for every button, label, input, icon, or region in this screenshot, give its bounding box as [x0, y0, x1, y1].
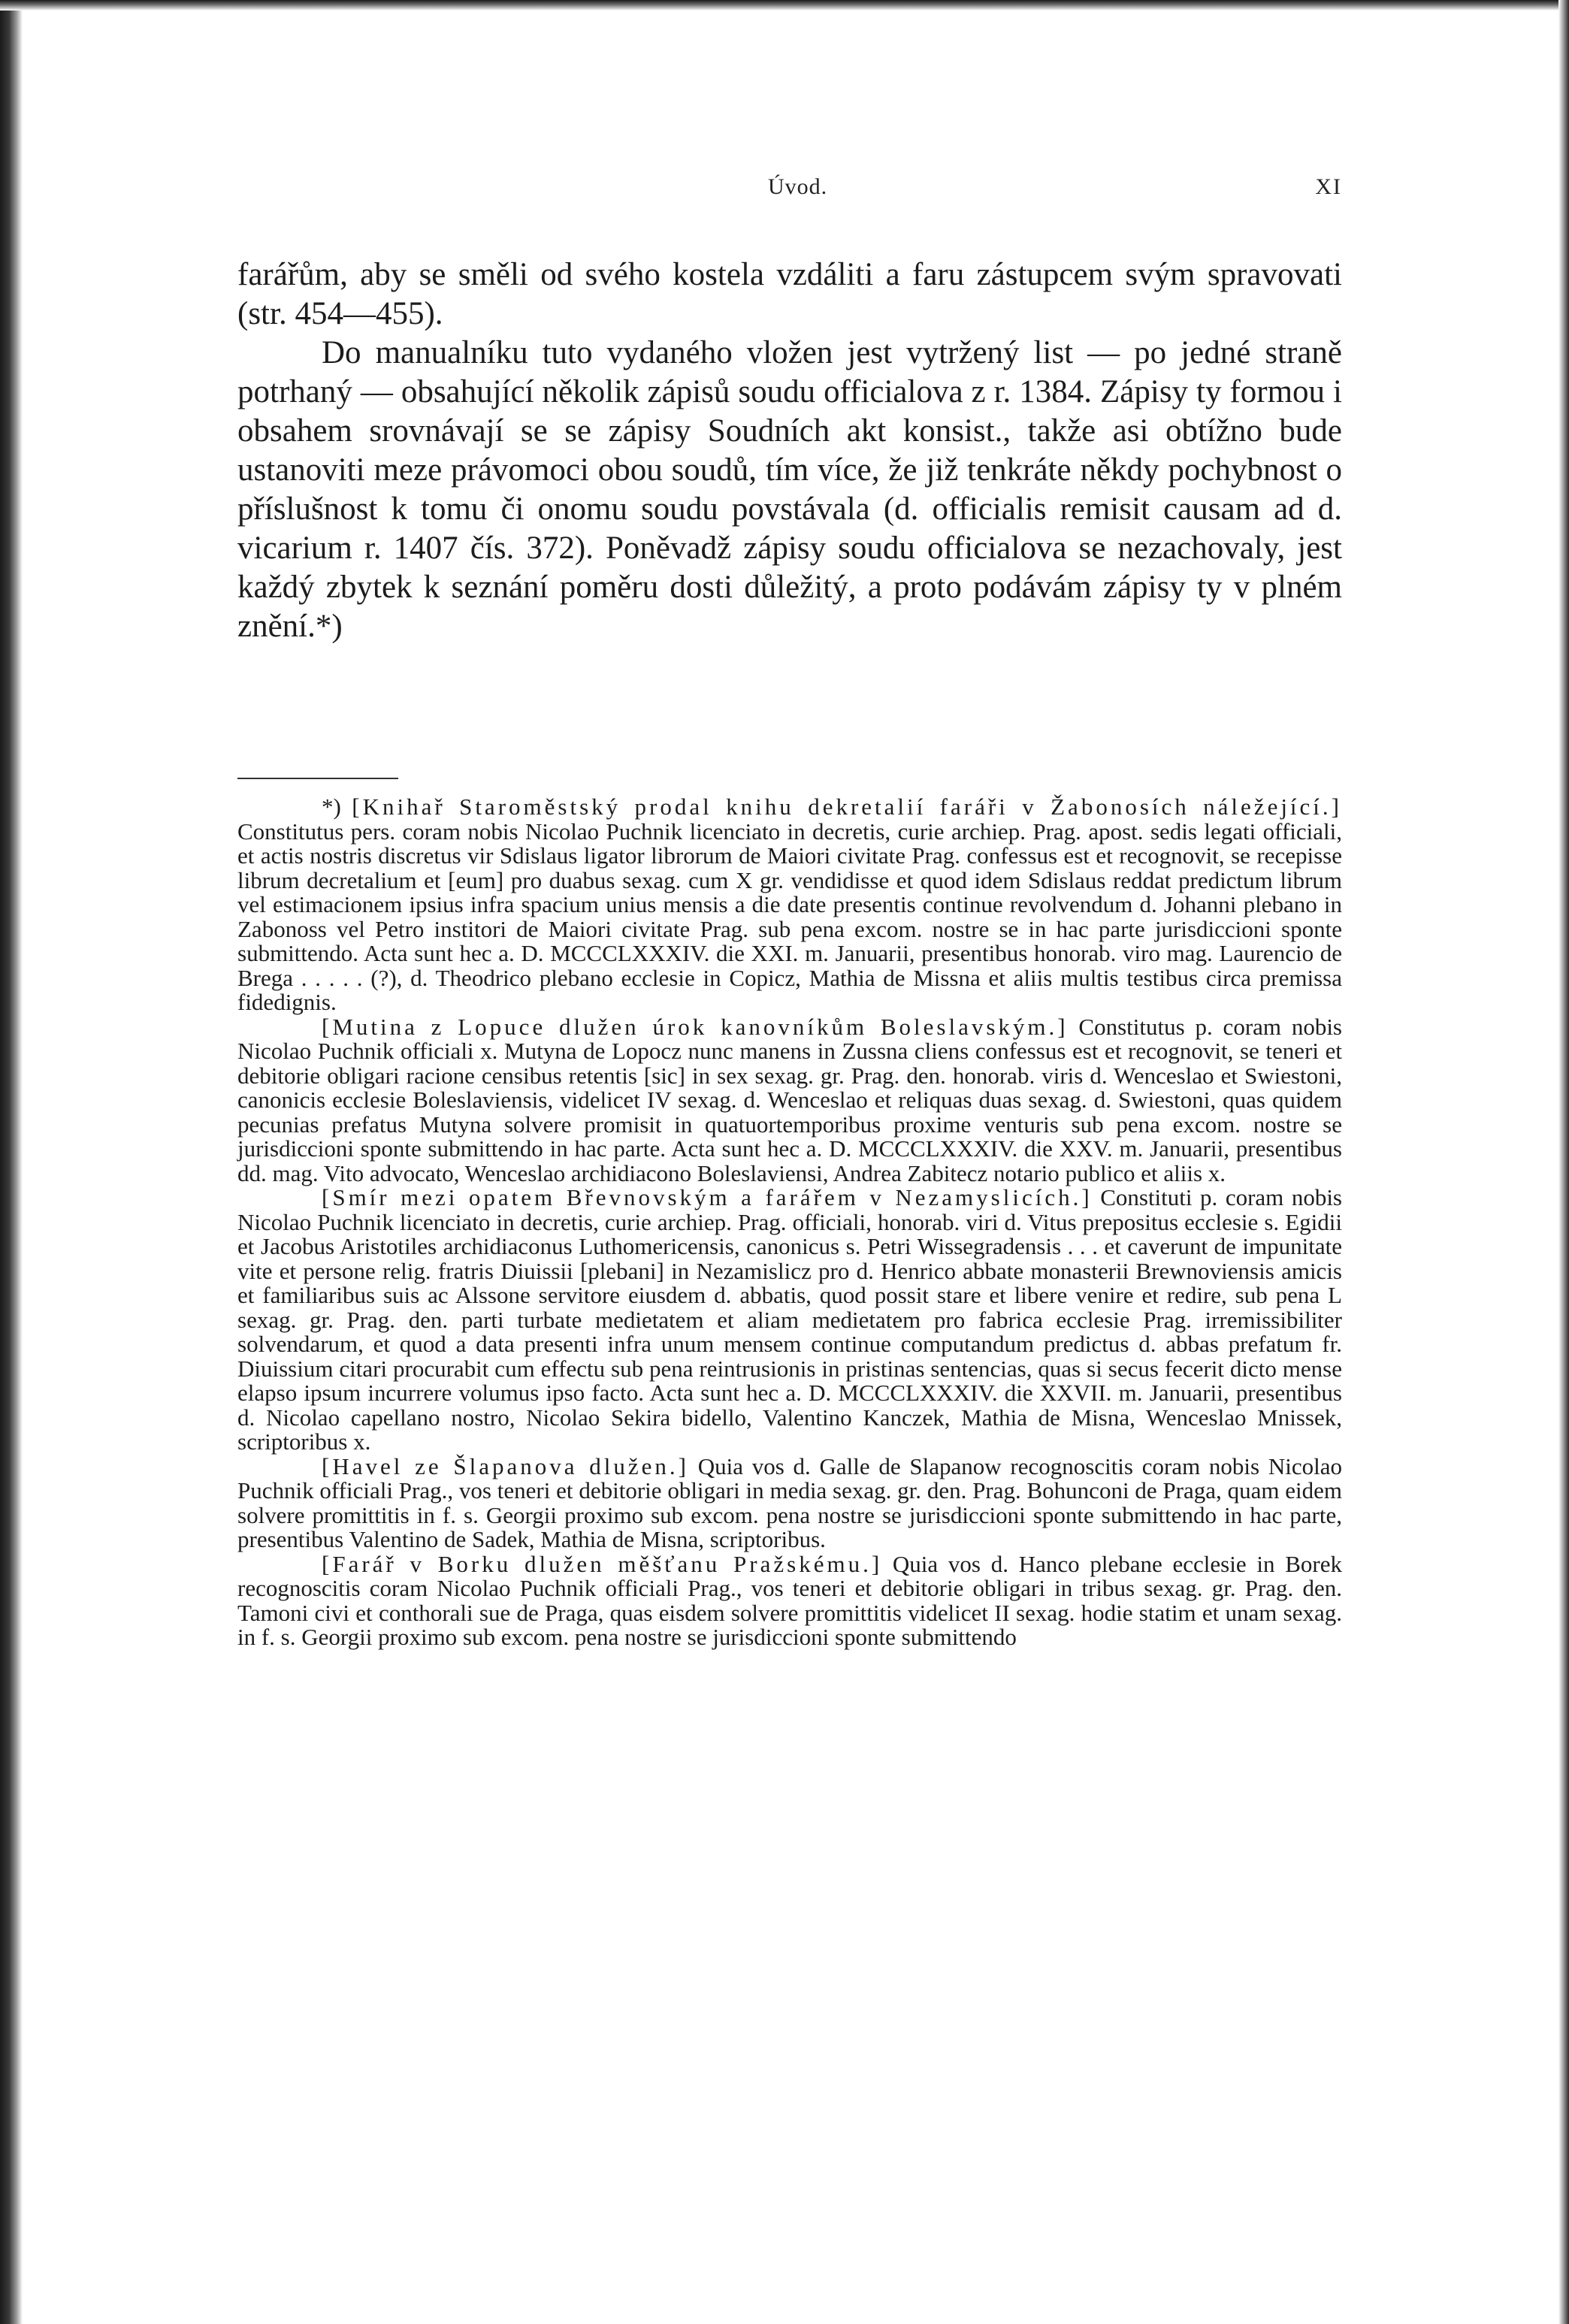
footnote-heading: [Mutina z Lopuce dlužen úrok kanovníkům Boleslavským.]: [322, 1013, 1069, 1040]
main-body-text: [237, 255, 1342, 646]
body-paragraph: Do manualníku tuto vydaného vložen jest vytržený list — po jedné straně potrhaný — obsahující několik zápisů soudu officialova z r. 1384. Zápisy ty formou i obsahem srovnávají se se zápisy Soudních akt konsist., takže asi obtížno bude ustanoviti meze právomoci obou soudů, tím více, že již tenkráte někdy pochybnost o příslušnost k tomu či onomu soudu povstávala (d. officialis remisit causam ad d. vicarium r. 1407 čís. 372). Poněvadž zápisy soudu officialova se nezachovaly, jest každý zbytek k seznání poměru dosti důležitý, a proto podávám zápisy ty v plném znění.*): [237, 335, 1342, 644]
footnote-heading: [Knihař Staroměstský prodal knihu dekretalií faráři v Žabonosích náležející.]: [352, 793, 1342, 820]
footnote-entry: [237, 1186, 1342, 1455]
footnote-separator: [237, 778, 398, 779]
scan-border-left: [0, 0, 23, 2324]
page-number: XI: [1315, 174, 1342, 199]
body-paragraph: farářům, aby se směli od svého kostela vzdáliti a faru zástupcem svým spravovati (str. 454—455).: [237, 257, 1342, 331]
footnote-entry: [237, 1552, 1342, 1650]
footnote-entry: [237, 795, 1342, 1015]
footnote-text: Constitutus p. coram nobis Nicolao Puchnik officiali x. Mutyna de Lopocz nunc manens in Zussna cliens confessus est et recognovit, se teneri et debitorie obligari racione censibus retentis [sic] in sex sexag. gr. Prag. den. honorab. viris d. Wenceslao et Swiestoni, canonicis ecclesie Boleslaviensis, videlicet IV sexag. d. Wenceslao et reliquas duas sexag. d. Swiestoni, quas quidem pecunias prefatus Mutyna solvere promisit in quatuortemporibus proxime venturis sub pena excom. nostre se jurisdiccioni sponte submittendo in hac parte. Acta sunt hec a. D. MCCCLXXXIV. die XXV. m. Januarii, presentibus dd. mag. Vito advocato, Wenceslao archidiacono Boleslaviensi, Andrea Zabitecz notario publico et aliis x.: [237, 1013, 1342, 1186]
footnotes: [237, 795, 1342, 1650]
footnote-text: Constituti p. coram nobis Nicolao Puchnik licenciato in decretis, curie archiep. Prag. officiali, honorab. viri d. Vitus prepositus ecclesie s. Egidii et Jacobus Aristotiles archidiaconus Luthomericensis, canonicus s. Petri Wissegradensis . . . et caverunt de impunitate vite et persone relig. fratris Diuissii [plebani] in Nezamislicz pro d. Henrico abbate monasterii Brewnoviensis amicis et familiaribus suis ac Alssone servitore eiusdem d. abbatis, quod possit stare et libere venire et redire, sub pena L sexag. gr. Prag. den. parti turbate medietatem et aliam medietatem pro fabrica ecclesie Prag. irremissibiliter solvendarum, et quod a data presenti infra unum mensem continue computandum predictus d. abbas prefatum fr. Diuissium citari procurabit cum effectu sub pena reintrusionis in pristinas sentencias, quas si secus fecerit dicto mense elapso ipsum incurrere volumus ipso facto. Acta sunt hec a. D. MCCCLXXXIV. die XXVII. m. Januarii, presentibus d. Nicolao capellano nostro, Nicolao Sekira bidello, Valentino Kanczek, Mathia de Misna, Wenceslao Mnissek, scriptoribus x.: [237, 1184, 1342, 1455]
footnote-entry: [237, 1015, 1342, 1186]
footnote-entry: [237, 1452, 1342, 1552]
footnote-text: Constitutus pers. coram nobis Nicolao Puchnik licenciato in decretis, curie archiep. Prag. apost. sedis legati officiali, et actis nostris discretus vir Sdislaus ligator librorum de Maiori civitate Prag. confessus est et recognovit, se recepisse librum decretalium et [eum] pro duabus sexag. cum X gr. vendidisse et quod idem Sdislaus reddat predictum librum vel estimacionem ipsius infra spacium unius mensis a die date presentis continue revolvendum d. Johanni plebano in Zabonoss vel Petro institori de Maiori civitate Prag. sub pena excom. nostre se in hac parte jurisdiccioni sponte submittendo. Acta sunt hec a. D. MCCCLXXXIV. die XXI. m. Januarii, presentibus honorab. viro mag. Laurencio de Brega . . . . . (?), d. Theodrico plebano ecclesie in Copicz, Mathia de Missna et aliis multis testibus circa premissa fidedignis.: [237, 817, 1342, 1015]
running-title: Úvod.: [768, 174, 828, 199]
footnote-text: Quia vos d. Galle de Slapanow recognoscitis coram nobis Nicolao Puchnik officiali Prag., vos teneri et debitorie obligari in media sexag. gr. den. Prag. Bohunconi de Praga, quam eidem solvere promittitis in f. s. Georgii proximo sub excom. pena nostre se jurisdiccioni sponte submittendo in hac parte, presentibus Valentino de Sadek, Mathia de Misna, scriptoribus.: [237, 1452, 1342, 1552]
footnote-marker: *): [322, 793, 352, 820]
page-header: [237, 174, 1342, 204]
footnote-heading: [Smír mezi opatem Břevnovským a farářem v Nezamyslicích.]: [322, 1184, 1093, 1210]
footnote-heading: [Havel ze Šlapanova dlužen.]: [322, 1452, 689, 1479]
footnote-heading: [Farář v Borku dlužen měšťanu Pražskému.]: [322, 1550, 883, 1577]
scan-border-top: [0, 0, 1569, 11]
footnote-text: Quia vos d. Hanco plebane ecclesie in Borek recognoscitis coram Nicolao Puchnik officiali Prag., vos teneri et debitorie obligari in tribus sexag. gr. Prag. den. Tamoni civi et conthorali sue de Praga, quas eisdem solvere promittitis videlicet II sexag. hodie statim et unam sexag. in f. s. Georgii proximo sub excom. pena nostre se jurisdiccioni sponte submittendo: [237, 1550, 1342, 1650]
scan-border-right: [1558, 0, 1569, 2324]
